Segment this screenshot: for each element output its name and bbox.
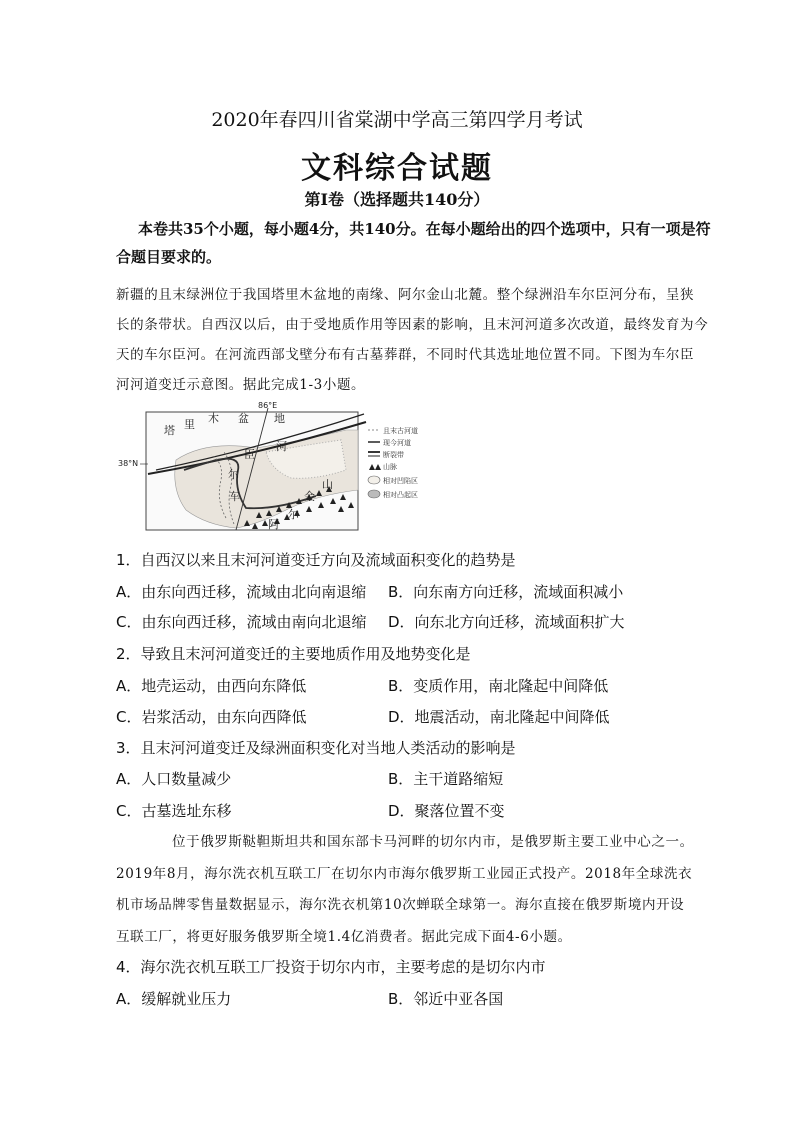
river-change-map	[116, 400, 461, 535]
question-1-stem: 1．自西汉以来且末河河道变迁方向及流域面积变化的趋势是	[116, 551, 516, 569]
map-svg	[116, 400, 461, 535]
passage2-line-4: 互联工厂，将更好服务俄罗斯全境1.4亿消费者。据此完成下面4-6小题。	[116, 929, 572, 945]
legend-depression: 相对凹陷区	[383, 477, 418, 485]
question-3-option-b: B．主干道路缩短	[388, 770, 504, 788]
instructions-line-1: 本卷共35个小题，每小题4分，共140分。在每小题给出的四个选项中，只有一项是符	[138, 220, 711, 238]
question-3-option-c: C．古墓选址东移	[116, 802, 232, 820]
passage1-line-3: 天的车尔臣河。在河流西部戈壁分布有古墓葬群，不同时代其选址地位置不同。下图为车尔臣	[116, 347, 695, 363]
map-label-di: 地	[274, 412, 285, 425]
passage2-line-1: 位于俄罗斯鞑靼斯坦共和国东部卡马河畔的切尔内市，是俄罗斯主要工业中心之一。	[172, 834, 694, 850]
map-label-jin: 金	[304, 490, 315, 503]
question-4-option-a: A．缓解就业压力	[116, 990, 232, 1008]
map-label-a: 阿	[268, 518, 279, 531]
question-4-stem: 4．海尔洗衣机互联工厂投资于切尔内市，主要考虑的是切尔内市	[116, 958, 546, 976]
legend-current-river: 现今河道	[383, 439, 411, 447]
lon-label: 86°E	[258, 401, 278, 410]
question-2-stem: 2．导致且末河河道变迁的主要地质作用及地势变化是	[116, 645, 471, 663]
question-2-option-d: D．地震活动，南北隆起中间降低	[388, 708, 610, 726]
legend-uplift: 相对凸起区	[383, 491, 418, 499]
question-1-option-a: A．由东向西迁移，流域由北向南退缩	[116, 583, 367, 601]
map-label-che: 车	[229, 490, 240, 503]
passage1-line-4: 河河道变迁示意图。据此完成1-3小题。	[116, 377, 366, 393]
question-1-option-c: C．由东向西迁移，流域由南向北退缩	[116, 613, 367, 631]
map-label-he: 河	[276, 440, 287, 453]
main-title: 文科综合试题	[301, 151, 493, 186]
question-3-option-a: A．人口数量减少	[116, 770, 232, 788]
map-label-er2: 尔	[288, 508, 299, 521]
passage1-line-2: 长的条带状。自西汉以后，由于受地质作用等因素的影响，且末河河道多次改道，最终发育为今	[116, 317, 709, 333]
exam-title: 2020年春四川省棠湖中学高三第四学月考试	[211, 109, 583, 131]
question-3-stem: 3．且末河河道变迁及绿洲面积变化对当地人类活动的影响是	[116, 739, 516, 757]
passage1-line-1: 新疆的且末绿洲位于我国塔里木盆地的南缘、阿尔金山北麓。整个绿洲沿车尔臣河分布，呈狭	[116, 287, 695, 303]
map-label-pen: 盆	[238, 412, 249, 425]
map-label-er: 尔	[228, 468, 239, 481]
map-label-mu: 木	[208, 412, 219, 425]
lat-label: 38°N	[118, 459, 139, 468]
question-1-option-d: D．向东北方向迁移，流域面积扩大	[388, 613, 625, 631]
passage2-line-3: 机市场品牌零售量数据显示，海尔洗衣机第10次蝉联全球第一。海尔直接在俄罗斯境内开设	[116, 897, 685, 913]
question-3-option-d: D．聚落位置不变	[388, 802, 505, 820]
instructions-line-2: 合题目要求的。	[116, 248, 222, 266]
map-legend	[368, 426, 418, 499]
legend-ancient-river: 且末古河道	[383, 427, 418, 435]
question-2-option-b: B．变质作用，南北隆起中间降低	[388, 677, 609, 695]
question-4-option-b: B．邻近中亚各国	[388, 990, 504, 1008]
map-label-chen: 臣	[244, 448, 255, 461]
legend-mountain: 山脉	[383, 463, 397, 471]
map-label-ta: 塔	[164, 424, 175, 437]
question-2-option-c: C．岩浆活动，由东向西降低	[116, 708, 307, 726]
map-label-shan: 山	[322, 478, 333, 491]
legend-fault: 断裂带	[383, 451, 404, 459]
question-2-option-a: A．地壳运动，由西向东降低	[116, 677, 307, 695]
map-label-li: 里	[184, 418, 195, 431]
question-1-option-b: B．向东南方向迁移，流域面积减小	[388, 583, 624, 601]
section-title: 第Ⅰ卷（选择题共140分）	[304, 190, 490, 209]
passage2-line-2: 2019年8月，海尔洗衣机互联工厂在切尔内市海尔俄罗斯工业园正式投产。2018年全球洗衣	[116, 866, 693, 882]
